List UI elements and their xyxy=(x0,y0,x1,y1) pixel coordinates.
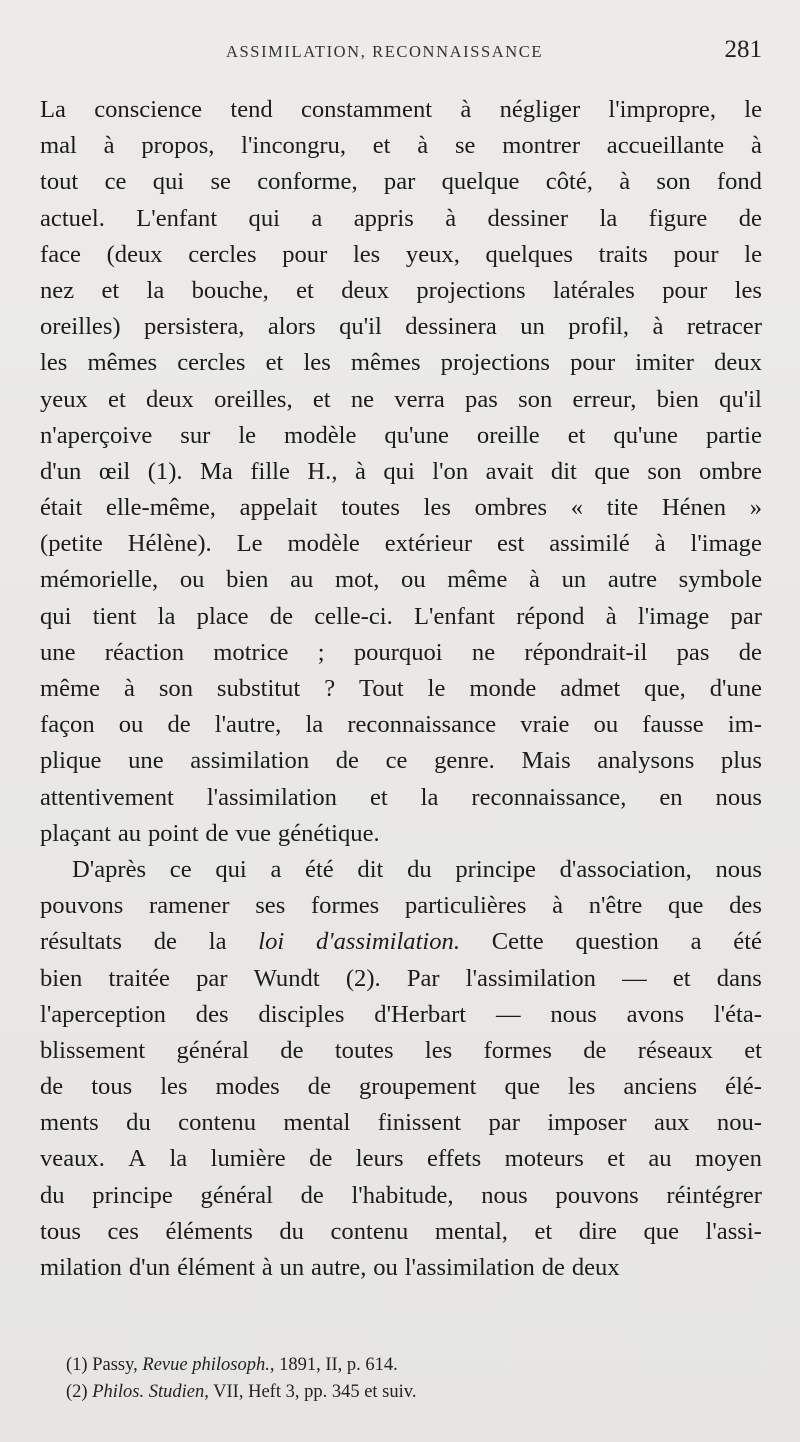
text-line: actuel. L'enfant qui a appris à dessiner la figure de xyxy=(40,204,762,232)
text-line: une réaction motrice ; pourquoi ne répondrait-il pas de xyxy=(40,638,762,666)
text-line: du principe général de l'habitude, nous pouvons réintégrer xyxy=(40,1181,762,1209)
text-line: tous ces éléments du contenu mental, et dire que l'assi- xyxy=(40,1217,762,1245)
text-line: qui tient la place de celle-ci. L'enfant répond à l'image par xyxy=(40,602,762,630)
text-line: les mêmes cercles et les mêmes projections pour imiter deux xyxy=(40,349,762,377)
text-line: milation d'un élément à un autre, ou l'assimilation de deux xyxy=(40,1254,620,1281)
text-line: même à son substitut ? Tout le monde admet que, d'une xyxy=(40,675,762,702)
text-line: n'aperçoive sur le modèle qu'une oreille et qu'une partie xyxy=(40,421,762,449)
text-line: (petite Hélène). Le modèle extérieur est assimilé à l'image xyxy=(40,530,762,558)
page-number: 281 xyxy=(724,36,762,63)
text-line: mémorielle, ou bien au mot, ou même à un autre symbole xyxy=(40,566,762,594)
text-line: nez et la bouche, et deux projections latérales pour les xyxy=(40,276,762,304)
text-line: façon ou de l'autre, la reconnaissance vraie ou fausse im- xyxy=(40,711,762,739)
text-line: l'aperception des disciples d'Herbart — nous avons l'éta- xyxy=(40,1000,762,1028)
text-line: La conscience tend constamment à négliger l'impropre, le xyxy=(40,96,762,123)
text-line: résultats de la loi d'assimilation. Cette question a été xyxy=(40,928,762,956)
text-line: yeux et deux oreilles, et ne verra pas son erreur, bien qu'il xyxy=(40,385,762,413)
body-text xyxy=(40,92,762,1286)
text-line: oreilles) persistera, alors qu'il dessinera un profil, à retracer xyxy=(40,313,762,341)
paragraph xyxy=(40,852,762,1286)
text-line: veaux. A la lumière de leurs effets moteurs et au moyen xyxy=(40,1145,762,1173)
text-line: bien traitée par Wundt (2). Par l'assimilation — et dans xyxy=(40,964,762,992)
running-title: ASSIMILATION, RECONNAISSANCE xyxy=(226,42,544,61)
text-line: mal à propos, l'incongru, et à se montrer accueillante à xyxy=(40,132,762,160)
text-line: face (deux cercles pour les yeux, quelques traits pour le xyxy=(40,240,762,268)
running-head xyxy=(40,34,762,74)
text-line: D'après ce qui a été dit du principe d'association, nous xyxy=(72,855,762,883)
text-line: plaçant au point de vue génétique. xyxy=(40,819,380,847)
text-line: était elle-même, appelait toutes les ombres « tite Hénen » xyxy=(40,494,762,522)
text-line: de tous les modes de groupement que les anciens élé- xyxy=(40,1073,762,1101)
footnotes xyxy=(66,1352,766,1406)
text-line: attentivement l'assimilation et la reconnaissance, en nous xyxy=(40,783,762,811)
paragraph xyxy=(40,92,762,852)
text-line: plique une assimilation de ce genre. Mais analysons plus xyxy=(40,747,762,775)
footnote: (2) Philos. Studien, VII, Heft 3, pp. 345 et suiv. xyxy=(66,1382,417,1402)
text-line: blissement général de toutes les formes de réseaux et xyxy=(40,1036,762,1064)
text-line: tout ce qui se conforme, par quelque côté, à son fond xyxy=(40,168,762,196)
text-line: ments du contenu mental finissent par imposer aux nou- xyxy=(40,1109,762,1137)
footnote: (1) Passy, Revue philosoph., 1891, II, p. 614. xyxy=(66,1355,398,1375)
text-line: d'un œil (1). Ma fille H., à qui l'on avait dit que son ombre xyxy=(40,457,762,485)
text-line: pouvons ramener ses formes particulières à n'être que des xyxy=(40,892,762,920)
